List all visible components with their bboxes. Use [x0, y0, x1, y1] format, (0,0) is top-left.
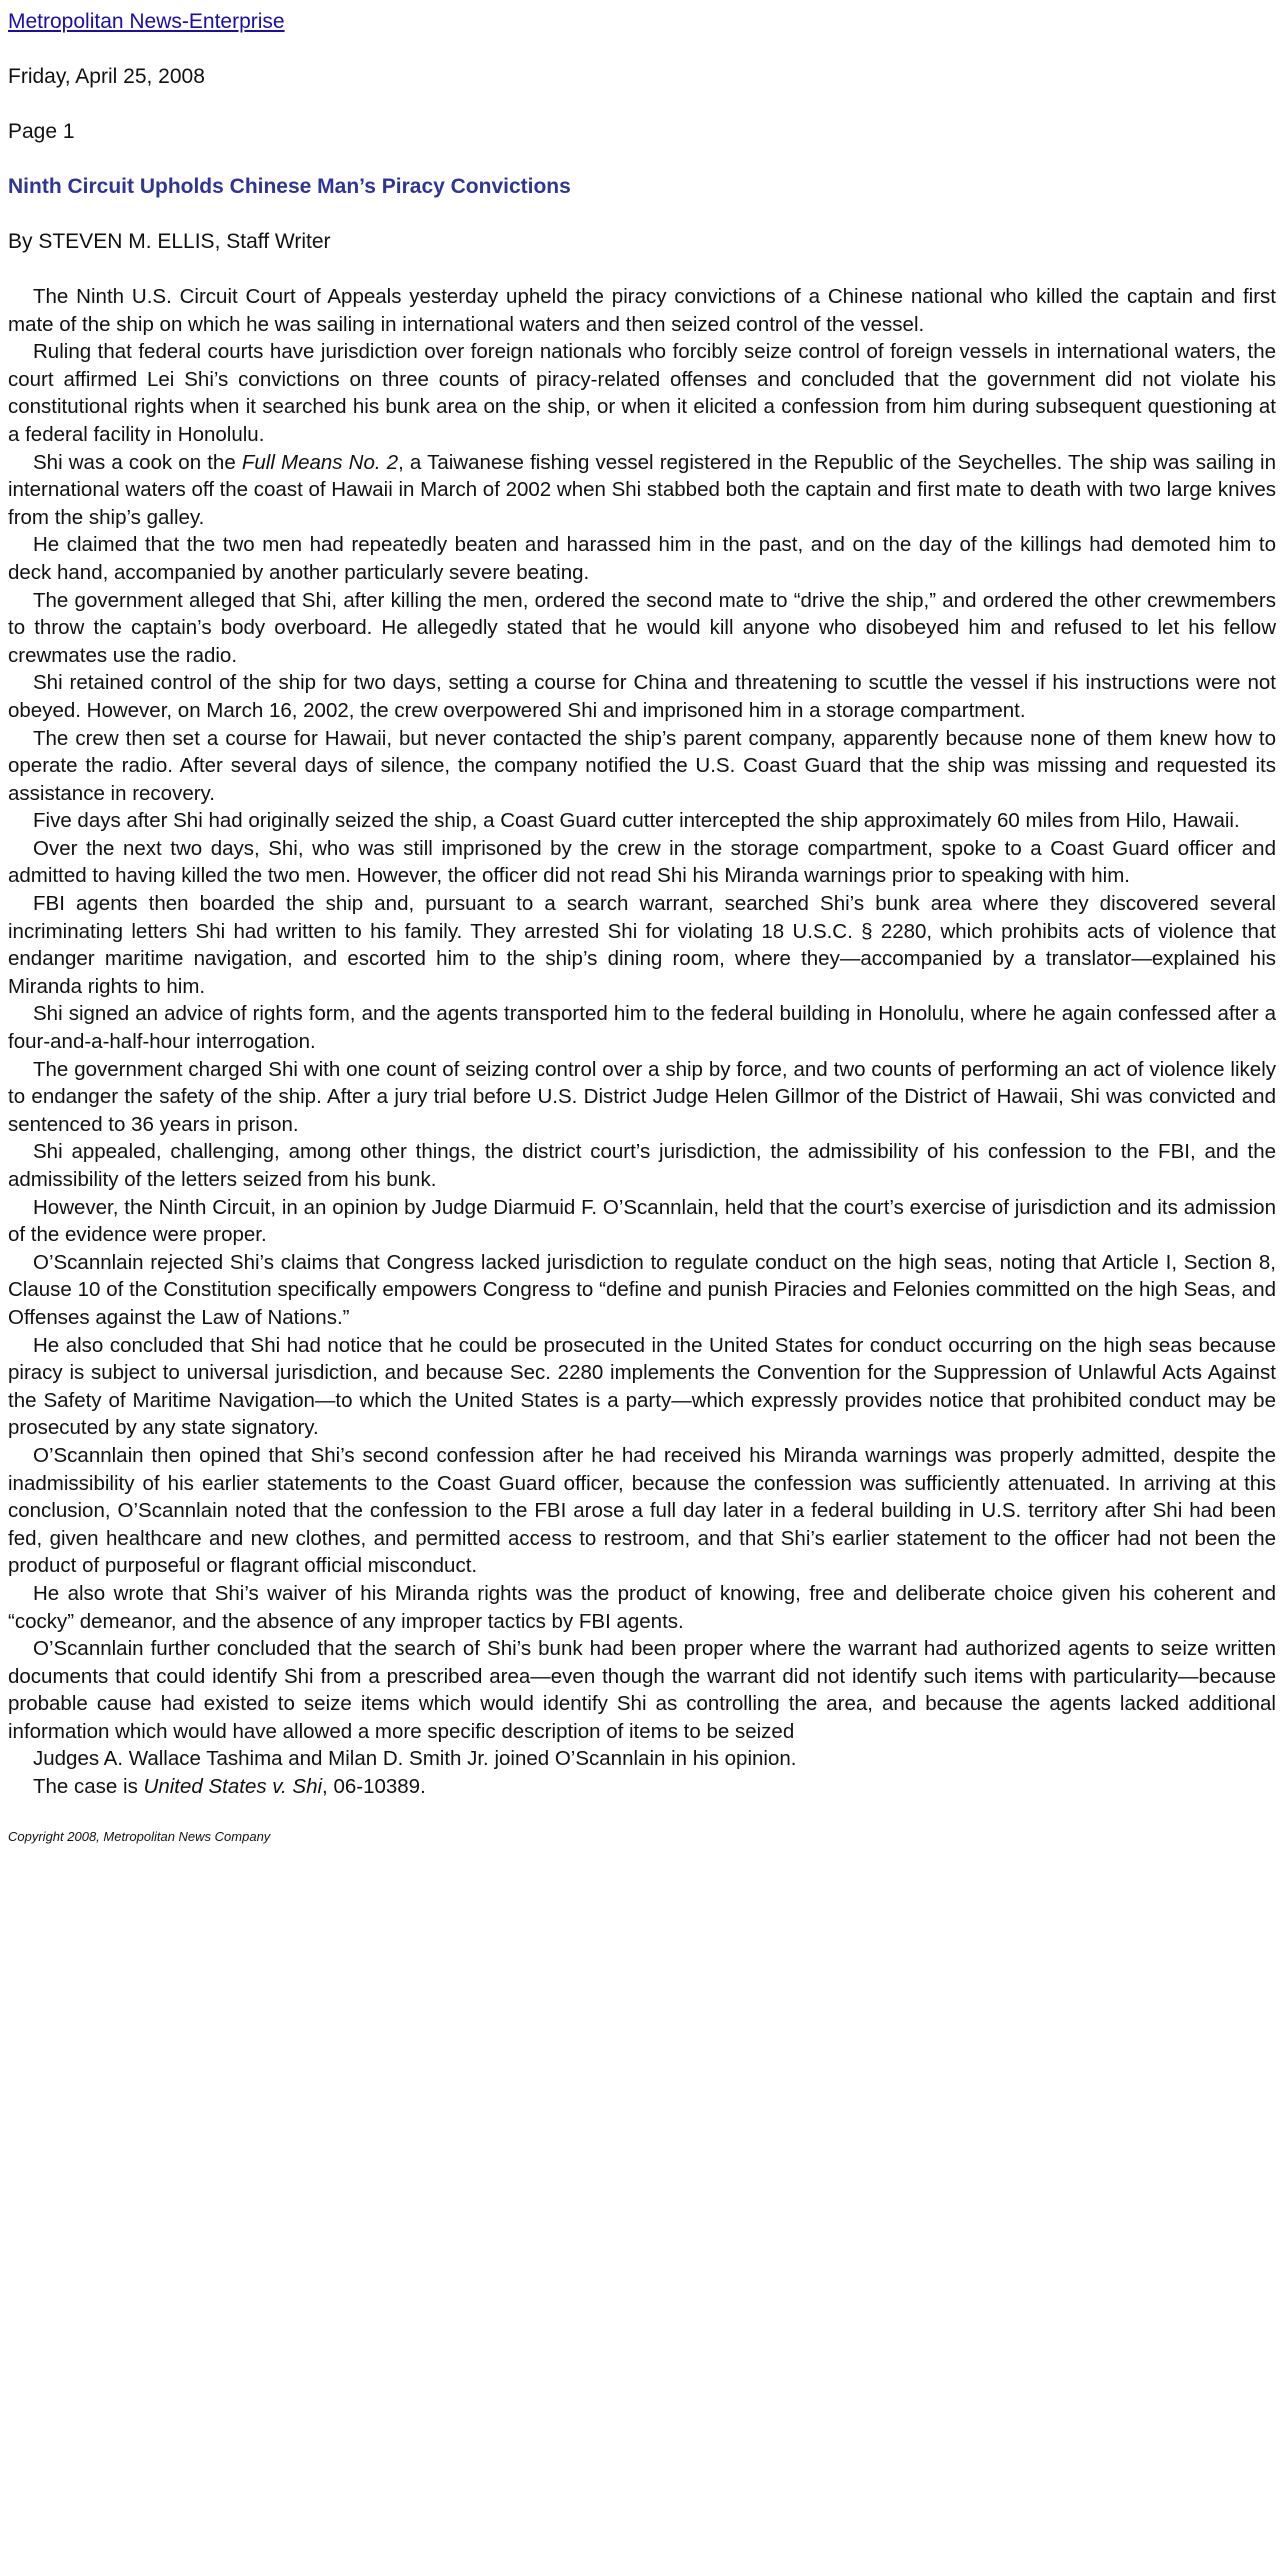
article-body [8, 283, 1276, 1801]
article-paragraph: The government charged Shi with one count of seizing control over a ship by force, and two counts of performing an act of violence likely to endanger the safety of the ship. After a jury trial before U.S. District Judge Helen Gillmor of the District of Hawaii, Shi was convicted and sentenced to 36 years in prison. [8, 1057, 1276, 1136]
article-headline: Ninth Circuit Upholds Chinese Man’s Piracy Convictions [8, 175, 571, 198]
paragraph-text: , 06-10389. [322, 1775, 426, 1799]
article-paragraph: Ruling that federal courts have jurisdiction over foreign nationals who forcibly seize control of foreign vessels in international waters, the court affirmed Lei Shi’s convictions on three counts of piracy-related offenses and concluded that the government did not violate his constitutional rights when it searched his bunk area on the ship, or when it elicited a confession from him during subsequent questioning at a federal facility in Honolulu. [8, 340, 1276, 446]
article-paragraph: Five days after Shi had originally seized the ship, a Coast Guard cutter intercepted the ship approximately 60 miles from Hilo, Hawaii. [33, 809, 1240, 833]
article-paragraph: He claimed that the two men had repeatedly beaten and harassed him in the past, and on the day of the killings had demoted him to deck hand, accompanied by another particularly severe beating. [8, 533, 1276, 584]
article-paragraph: He also concluded that Shi had notice that he could be prosecuted in the United States for conduct occurring on the high seas because piracy is subject to universal jurisdiction, and because Sec. 2280 implements the Convention for the Suppression of Unlawful Acts Against the Safety of Maritime Navigation—to which the United States is a party—which expressly provides notice that prohibited conduct may be prosecuted by any state signatory. [8, 1333, 1276, 1440]
article-paragraph: Over the next two days, Shi, who was still imprisoned by the crew in the storage compartment, spoke to a Coast Guard officer and admitted to having killed the two men. However, the officer did not read Shi his Miranda warnings prior to speaking with him. [8, 836, 1276, 888]
article-paragraph: O’Scannlain then opined that Shi’s second confession after he had received his Miranda warnings was properly admitted, despite the inadmissibility of his earlier statements to the Coast Guard officer, because the confession was sufficiently attenuated. In arriving at this conclusion, O’Scannlain noted that the confession to the FBI arose a full day later in a federal building in U.S. territory after Shi had been fed, given healthcare and new clothes, and permitted access to restroom, and that Shi’s earlier statement to the officer had not been the product of purposeful or flagrant official misconduct. [8, 1443, 1276, 1578]
paragraph-text: Shi was a cook on the [33, 450, 242, 474]
page-number: Page 1 [8, 120, 75, 143]
article-paragraph: O’Scannlain further concluded that the search of Shi’s bunk had been proper where the warrant had authorized agents to seize written documents that could identify Shi from a prescribed area—even though the warrant did not identify such items with particularity—because probable cause had existed to seize items which would identify Shi as controlling the area, and because the agents lacked additional information which would have allowed a more specific description of items to be seized [8, 1637, 1276, 1743]
article-paragraph: He also wrote that Shi’s waiver of his Miranda rights was the product of knowing, free and deliberate choice given his coherent and “cocky” demeanor, and the absence of any improper tactics by FBI agents. [8, 1581, 1276, 1633]
article-paragraph [8, 449, 1276, 532]
paragraph-text: The case is [33, 1775, 144, 1799]
vessel-name: Full Means No. 2 [241, 450, 399, 474]
article-byline: By STEVEN M. ELLIS, Staff Writer [8, 230, 331, 253]
article-paragraph: FBI agents then boarded the ship and, pursuant to a search warrant, searched Shi’s bunk area where they discovered several incriminating letters Shi had written to his family. They arrested Shi for violating 18 U.S.C. § 2280, which prohibits acts of violence that endanger maritime navigation, and escorted him to the ship’s dining room, where they—accompanied by a translator—explained his Miranda rights to him. [8, 892, 1276, 998]
article-paragraph: However, the Ninth Circuit, in an opinion by Judge Diarmuid F. O’Scannlain, held that the court’s exercise of jurisdiction and its admission of the evidence were proper. [8, 1195, 1276, 1247]
article-paragraph: O’Scannlain rejected Shi’s claims that Congress lacked jurisdiction to regulate conduct on the high seas, noting that Article I, Section 8, Clause 10 of the Constitution specifically empowers Congress to “define and punish Piracies and Felonies committed on the high Seas, and Offenses against the Law of Nations.” [8, 1250, 1276, 1329]
article-paragraph: Shi appealed, challenging, among other things, the district court’s jurisdiction, the admissibility of his confession to the FBI, and the admissibility of the letters seized from his bunk. [8, 1140, 1276, 1191]
case-name: United States v. Shi [143, 1775, 323, 1799]
publication-date: Friday, April 25, 2008 [8, 65, 205, 88]
article-paragraph: Shi retained control of the ship for two days, setting a course for China and threatening to scuttle the vessel if his instructions were not obeyed. However, on March 16, 2002, the crew overpowered Shi and imprisoned him in a storage compartment. [8, 671, 1276, 722]
article-paragraph: The Ninth U.S. Circuit Court of Appeals yesterday upheld the piracy convictions of a Chinese national who killed the captain and first mate of the ship on which he was sailing in international waters and then seized control of the vessel. [8, 285, 1276, 336]
copyright-notice: Copyright 2008, Metropolitan News Company [8, 1828, 271, 1844]
article-paragraph [8, 1773, 1276, 1801]
article-paragraph: Judges A. Wallace Tashima and Milan D. Smith Jr. joined O’Scannlain in his opinion. [33, 1747, 797, 1771]
publication-link[interactable]: Metropolitan News-Enterprise [8, 10, 285, 33]
article-paragraph: The government alleged that Shi, after killing the men, ordered the second mate to “drive the ship,” and ordered the other crewmembers to throw the captain’s body overboard. He allegedly stated that he would kill anyone who disobeyed him and refused to let his fellow crewmates use the radio. [8, 588, 1276, 667]
paragraph-text: , a Taiwanese fishing vessel registered in the Republic of the Seychelles. The ship was sailing in international waters off the coast of Hawaii in March of 2002 when Shi stabbed both the captain and first mate to death with two large knives from the ship’s galley. [8, 450, 1276, 529]
article-paragraph: Shi signed an advice of rights form, and the agents transported him to the federal building in Honolulu, where he again confessed after a four-and-a-half-hour interrogation. [8, 1002, 1276, 1054]
article-paragraph: The crew then set a course for Hawaii, but never contacted the ship’s parent company, apparently because none of them knew how to operate the radio. After several days of silence, the company notified the U.S. Coast Guard that the ship was missing and requested its assistance in recovery. [8, 726, 1276, 805]
